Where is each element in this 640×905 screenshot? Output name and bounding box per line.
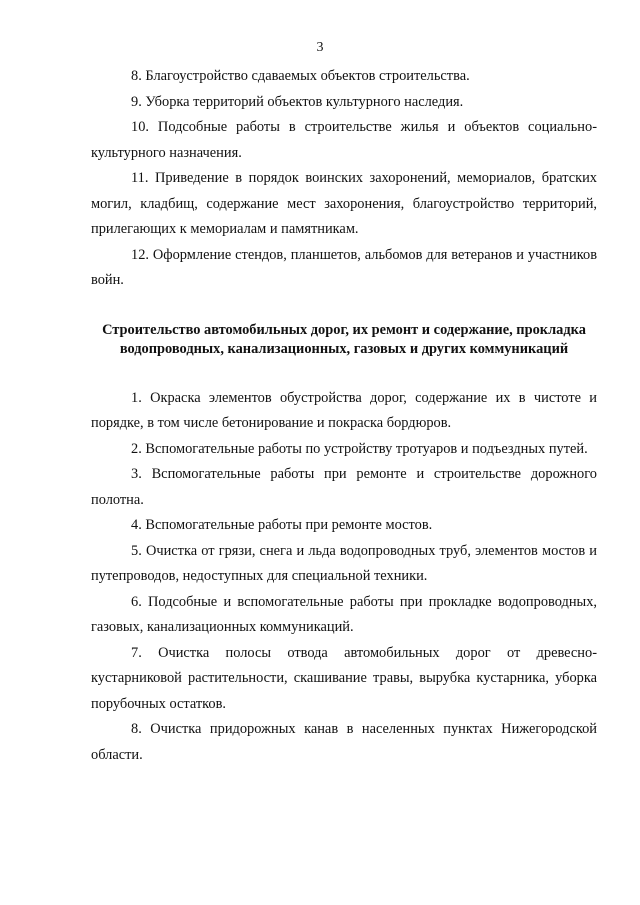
list-item: 11. Приведение в порядок воинских захоронений, мемориалов, братских могил, кладбищ, содержание мест захоронения, благоустройство территорий, прилегающих к мемориалам и памятникам.	[91, 170, 597, 237]
list-item: 9. Уборка территорий объектов культурного наследия.	[131, 93, 464, 110]
list-item: 8. Очистка придорожных канав в населенных пунктах Нижегородской области.	[91, 721, 597, 763]
list-item: 12. Оформление стендов, планшетов, альбомов для ветеранов и участников войн.	[91, 246, 597, 288]
list-item: 7. Очистка полосы отвода автомобильных дорог от древесно-кустарниковой растительности, скашивание травы, вырубка кустарника, уборка порубочных остатков.	[91, 644, 597, 712]
work-list-section-2	[91, 386, 597, 769]
list-item: 6. Подсобные и вспомогательные работы при прокладке водопроводных, газовых, канализационных коммуникаций.	[91, 593, 597, 635]
page-number: 3	[316, 40, 324, 55]
section-heading: Строительство автомобильных дорог, их ремонт и содержание, прокладка водопроводных, канализационных, газовых и других коммуникаций	[102, 321, 586, 357]
document-content	[91, 64, 597, 768]
list-item: 1. Окраска элементов обустройства дорог, содержание их в чистоте и порядке, в том числе бетонирование и покраска бордюров.	[91, 389, 597, 431]
list-item: 10. Подсобные работы в строительстве жилья и объектов социально-культурного назначения.	[91, 119, 597, 161]
list-item: 2. Вспомогательные работы по устройству тротуаров и подъездных путей.	[131, 440, 588, 457]
list-item: 5. Очистка от грязи, снега и льда водопроводных труб, элементов мостов и путепроводов, недоступных для специальной техники.	[91, 542, 597, 584]
list-item: 3. Вспомогательные работы при ремонте и строительстве дорожного полотна.	[91, 466, 597, 508]
list-item: 8. Благоустройство сдаваемых объектов строительства.	[131, 68, 470, 84]
work-list-section-1	[91, 64, 597, 294]
list-item: 4. Вспомогательные работы при ремонте мостов.	[131, 517, 433, 533]
